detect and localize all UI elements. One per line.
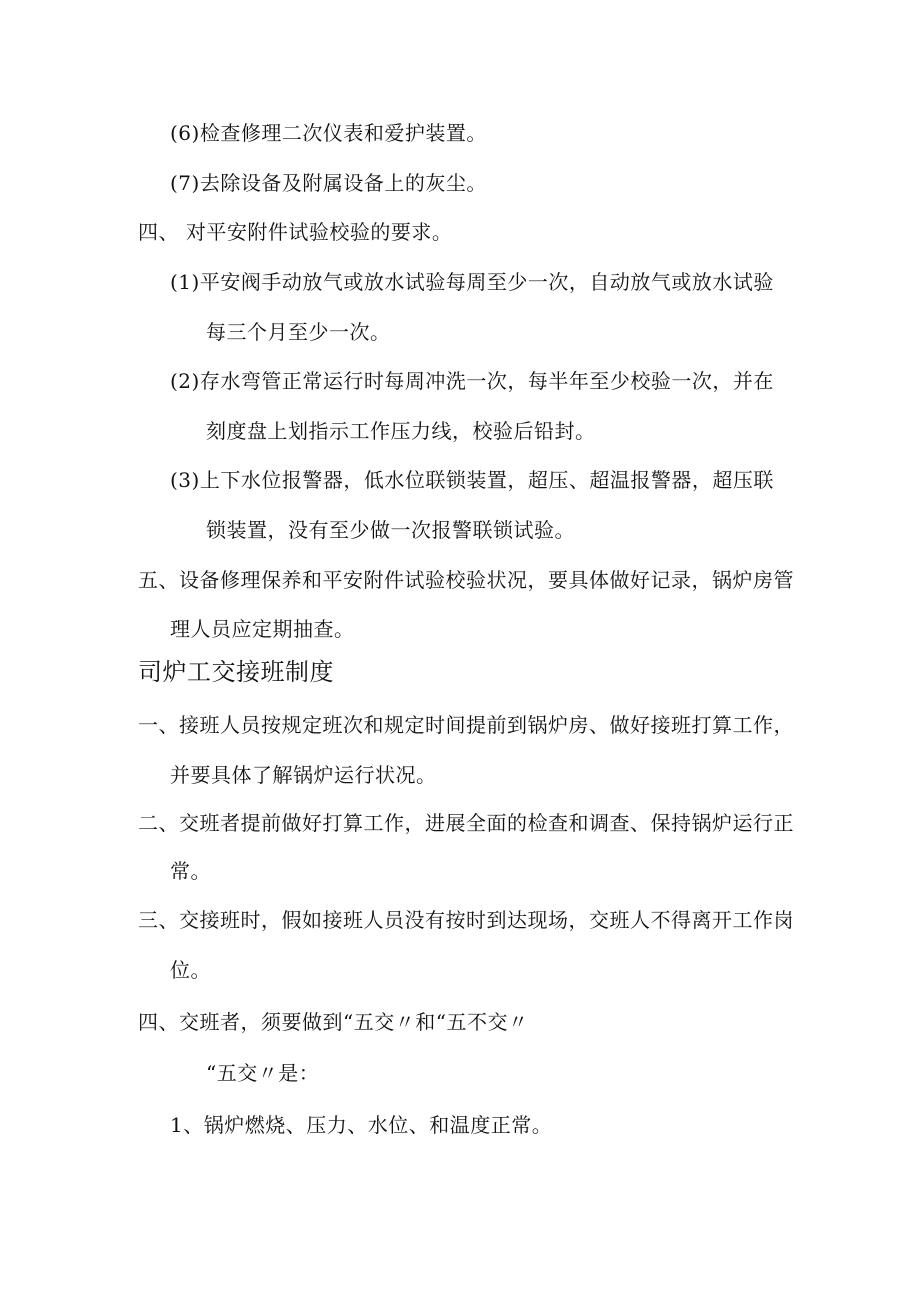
item-2-line-2: 刻度盘上划指示工作压力线，校验后铅封。 bbox=[206, 419, 596, 443]
item-7-text: (7)去除设备及附属设备上的灰尘。 bbox=[170, 171, 487, 195]
item-3-line-2: 锁装置，没有至少做一次报警联锁试验。 bbox=[206, 518, 575, 542]
item-3-line-1: (3)上下水位报警器，低水位联锁装置，超压、超温报警器，超压联 bbox=[170, 468, 774, 492]
item-2-line-1: (2)存水弯管正常运行时每周冲洗一次，每半年至少校验一次，并在 bbox=[170, 369, 774, 393]
rule-three-line-2: 位。 bbox=[170, 958, 211, 982]
section-title: 司炉工交接班制度 bbox=[138, 658, 334, 686]
section-five-line-1: 五、设备修理保养和平安附件试验校验状况，要具体做好记录，锅炉房管 bbox=[138, 568, 794, 592]
item-1-line-1: (1)平安阀手动放气或放水试验每周至少一次，自动放气或放水试验 bbox=[170, 270, 774, 294]
section-four-heading: 四、 对平安附件试验校验的要求。 bbox=[138, 220, 453, 244]
rule-two-line-1: 二、交班者提前做好打算工作，进展全面的检查和调查、保持锅炉运行正 bbox=[138, 811, 794, 835]
handover-item-1: 1、锅炉燃烧、压力、水位、和温度正常。 bbox=[170, 1113, 553, 1137]
rule-one-line-1: 一、接班人员按规定班次和规定时间提前到锅炉房、做好接班打算工作， bbox=[138, 713, 794, 737]
rule-three-line-1: 三、交接班时，假如接班人员没有按时到达现场，交班人不得离开工作岗 bbox=[138, 908, 794, 932]
section-five-line-2: 理人员应定期抽查。 bbox=[170, 617, 355, 641]
five-handover-label: “五交〃是： bbox=[206, 1061, 320, 1085]
item-1-line-2: 每三个月至少一次。 bbox=[206, 320, 391, 344]
rule-one-line-2: 并要具体了解锅炉运行状况。 bbox=[170, 763, 437, 787]
item-6-text: (6)检查修理二次仪表和爱护装置。 bbox=[170, 121, 487, 145]
rule-two-line-2: 常。 bbox=[170, 859, 211, 883]
rule-four-line-1: 四、交班者，须要做到“五交〃和“五不交〃 bbox=[138, 1010, 529, 1034]
